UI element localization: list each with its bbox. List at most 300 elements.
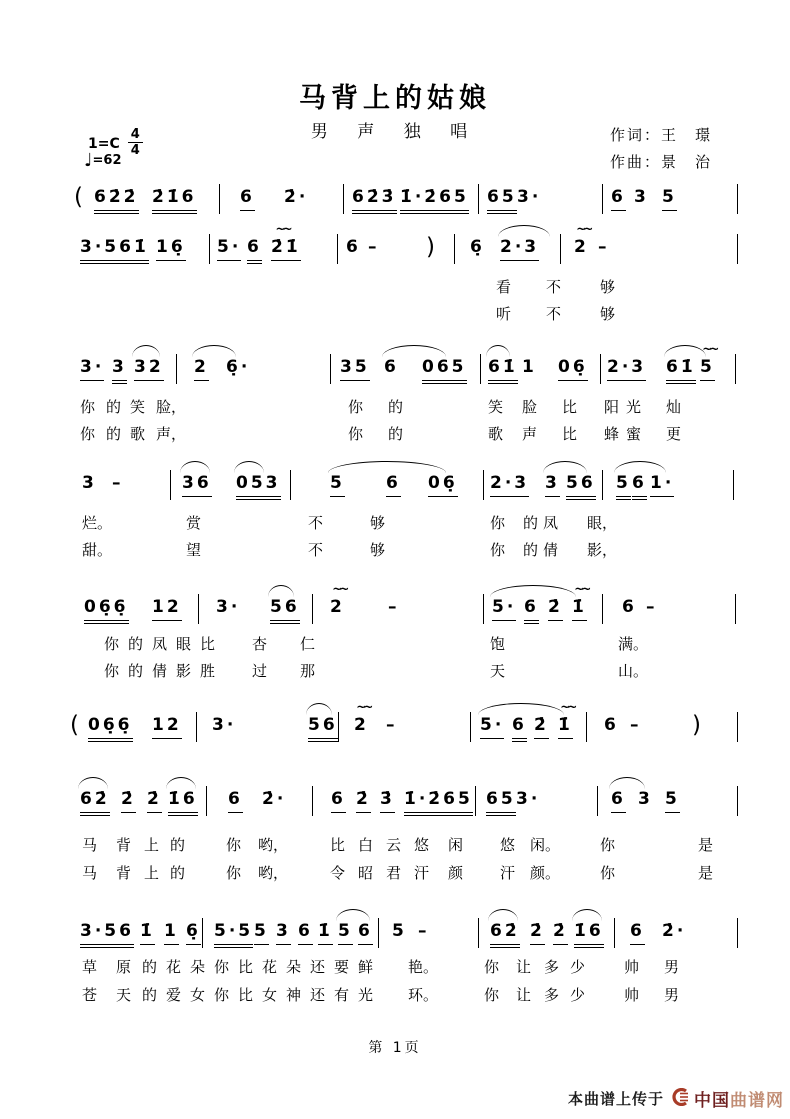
lyric-syllable: 望 <box>186 541 202 559</box>
lyric-syllable: 蜜 <box>626 425 642 443</box>
note-token: 3 <box>638 789 653 809</box>
note-token: 32 <box>134 358 164 381</box>
lyric-syllable: 背 <box>116 864 132 882</box>
phrase-paren: ) <box>692 712 701 738</box>
lyric-syllable: 够 <box>370 541 386 559</box>
barline <box>206 786 207 816</box>
note-token: 2·3 <box>607 358 646 381</box>
lyric-syllable: 光 <box>358 986 374 1004</box>
lyric-syllable: 你 <box>214 958 230 976</box>
lyric-syllable: 光 <box>626 398 642 416</box>
note-token: 6 <box>630 922 645 945</box>
note-token: 6 <box>611 790 626 813</box>
note-token: 3 <box>112 358 127 384</box>
lyric-syllable: 颜 <box>448 864 464 882</box>
lyric-syllable: 不 <box>308 514 324 532</box>
barline <box>737 184 738 214</box>
note-token: 6 <box>386 474 401 497</box>
barline <box>586 712 587 742</box>
lyric-syllable: 脸， <box>156 398 187 416</box>
lyric-syllable: 山。 <box>618 662 649 680</box>
note-token: – <box>418 921 427 941</box>
note-token: 5 <box>665 790 680 813</box>
lyric-syllable: 还 <box>310 958 326 976</box>
barline <box>196 712 197 742</box>
lyric-syllable: 歌 <box>488 425 504 443</box>
note-token: 2̇1̇ ~~ <box>271 238 301 261</box>
note-token: 1̇·2̇65 <box>404 790 473 816</box>
note-token: 06̣6̣ <box>88 716 133 742</box>
note-token: 3·56 <box>80 922 134 948</box>
barline <box>733 470 734 500</box>
lyric-syllable: 眼， <box>587 514 618 532</box>
lyric-syllable: 仁 <box>300 635 316 653</box>
note-token: 6 <box>240 188 255 211</box>
lyric-syllable: 眼 <box>176 635 192 653</box>
note-token: 06̣ <box>428 474 458 497</box>
song-subtitle: 男 声 独 唱 <box>310 122 480 142</box>
lyric-syllable: 环。 <box>408 986 439 1004</box>
composer-credit: 作曲：景 治 <box>609 153 712 171</box>
lyric-syllable: 你 <box>600 836 616 854</box>
lyric-syllable: 帅 <box>624 958 640 976</box>
note-token: 6 <box>622 597 637 617</box>
slur-arc <box>306 703 332 715</box>
note-token: 5 <box>616 474 631 500</box>
note-token: 2̇· <box>262 789 287 809</box>
barline <box>176 354 177 384</box>
lyric-syllable: 影 <box>176 662 192 680</box>
slur-arc <box>382 345 446 357</box>
lyric-syllable: 凤 <box>152 635 168 653</box>
key-label: 1=C <box>88 136 120 152</box>
note-token: 2 ~~ <box>354 716 369 736</box>
barline <box>600 354 601 384</box>
note-token: 61̇ <box>666 358 696 384</box>
lyric-syllable: 声 <box>522 425 538 443</box>
note-token: 6 <box>358 922 373 945</box>
barline <box>597 786 598 816</box>
lyric-syllable: 听 <box>496 305 512 323</box>
lyric-syllable: 的 <box>523 514 539 532</box>
lyric-syllable: 云 <box>386 836 402 854</box>
lyric-syllable: 看 <box>496 278 512 296</box>
barline <box>470 712 471 742</box>
trill-ornament-icon <box>574 583 588 597</box>
note-token: 56 <box>308 716 338 742</box>
note-token: 6 <box>228 790 243 813</box>
note-token: 6 <box>346 237 361 257</box>
note-token: 65 <box>487 188 517 214</box>
trill-ornament-icon <box>576 223 590 237</box>
lyric-syllable: 不 <box>308 541 324 559</box>
note-token: 6̣ <box>470 237 485 257</box>
barline <box>209 234 210 264</box>
lyric-syllable: 悠 <box>500 836 516 854</box>
slur-arc <box>614 461 666 473</box>
lyric-syllable: 原 <box>116 958 132 976</box>
lyric-syllable: 凤 <box>543 514 559 532</box>
note-token: 1̇ <box>318 922 333 945</box>
barline <box>475 786 476 816</box>
slur-arc <box>488 909 518 921</box>
note-token: 3· <box>80 358 104 381</box>
note-token: 2̇ <box>530 922 545 945</box>
lyric-syllable: 花 <box>262 958 278 976</box>
lyric-syllable: 女 <box>190 986 206 1004</box>
note-token: 1 <box>522 357 537 377</box>
lyric-syllable: 男 <box>664 958 680 976</box>
barline <box>478 184 479 214</box>
barline <box>312 786 313 816</box>
note-token: 6 <box>611 188 626 211</box>
lyric-syllable: 影， <box>587 541 618 559</box>
barline <box>602 184 603 214</box>
note-token: 5 <box>662 188 677 211</box>
note-token: 2̇ <box>553 922 568 945</box>
note-token: – <box>112 473 121 493</box>
lyric-syllable: 更 <box>666 425 682 443</box>
lyric-syllable: 蜂 <box>604 425 620 443</box>
note-token: 2̇ <box>534 716 549 739</box>
note-token: – <box>388 597 397 617</box>
lyric-syllable: 马 <box>82 836 98 854</box>
lyric-syllable: 少 <box>570 986 586 1004</box>
barline <box>478 918 479 948</box>
lyricist-credit: 作词：王 璟 <box>609 126 712 144</box>
lyric-syllable: 你 <box>214 986 230 1004</box>
note-token: 62̇ <box>490 922 520 948</box>
lyric-syllable: 多 <box>544 958 560 976</box>
note-token: – <box>386 715 395 735</box>
note-token: 6 <box>512 716 527 742</box>
lyric-syllable: 比 <box>330 836 346 854</box>
note-token: – <box>368 237 377 257</box>
barline <box>219 184 220 214</box>
note-token: 3 <box>276 922 291 945</box>
lyric-syllable: 够 <box>600 305 616 323</box>
trill-ornament-icon <box>560 701 574 715</box>
slur-arc <box>336 909 370 921</box>
lyric-syllable: 上 <box>144 836 160 854</box>
barline <box>338 712 339 742</box>
barline <box>737 712 738 742</box>
watermark-prefix: 本曲谱上传于 <box>567 1090 664 1108</box>
lyric-syllable: 你 <box>80 425 96 443</box>
lyric-syllable: 的 <box>388 425 404 443</box>
lyric-syllable: 赏 <box>186 514 202 532</box>
note-token: 6 <box>384 358 399 378</box>
lyric-syllable: 颜。 <box>530 864 561 882</box>
watermark-site-name-light: 曲谱网 <box>730 1091 784 1111</box>
note-token: 1· <box>650 474 674 497</box>
note-token: 61̇ <box>488 358 518 384</box>
note-token: 1̇ ~~ <box>558 716 573 739</box>
page-number: 第 1页 <box>368 1040 422 1056</box>
lyric-syllable: 你 <box>490 514 506 532</box>
lyric-syllable: 汗 <box>500 864 516 882</box>
lyric-syllable: 马 <box>82 864 98 882</box>
lyric-syllable: 是 <box>698 864 714 882</box>
note-token: 56 <box>566 474 596 500</box>
lyric-syllable: 苍 <box>82 986 98 1004</box>
note-token: 1̇·2̇65 <box>400 188 469 214</box>
slur-arc <box>498 225 550 237</box>
note-token: 5 ~~ <box>700 358 715 381</box>
lyric-syllable: 艳。 <box>408 958 439 976</box>
slur-arc <box>180 461 210 473</box>
note-token: 36 <box>182 474 212 497</box>
lyric-syllable: 杏 <box>252 635 268 653</box>
lyric-syllable: 比 <box>562 398 578 416</box>
phrase-paren: ) <box>426 234 435 260</box>
note-token: 1̇ <box>140 922 155 945</box>
barline <box>737 234 738 264</box>
note-token: 2̇· <box>284 187 309 207</box>
lyric-syllable: 的 <box>170 864 186 882</box>
barline <box>483 594 484 624</box>
note-token: 2·3 <box>490 474 529 497</box>
lyric-syllable: 天 <box>490 662 506 680</box>
lyric-syllable: 倩 <box>543 541 559 559</box>
lyric-syllable: 鲜 <box>358 958 374 976</box>
lyric-syllable: 多 <box>544 986 560 1004</box>
lyric-syllable: 脸 <box>522 398 538 416</box>
lyric-syllable: 悠 <box>414 836 430 854</box>
note-token: 6 <box>247 238 262 264</box>
note-token: – <box>630 715 639 735</box>
lyric-syllable: 倩 <box>152 662 168 680</box>
lyric-syllable: 胜 <box>200 662 216 680</box>
slur-arc <box>328 461 446 473</box>
slur-arc <box>609 777 645 789</box>
slur-arc <box>268 585 294 597</box>
note-token: 3·561̇ <box>80 238 149 264</box>
lyric-syllable: 烂。 <box>82 514 113 532</box>
lyric-syllable: 令 <box>330 864 346 882</box>
lyric-syllable: 饱 <box>490 635 506 653</box>
qupu-site-logo-icon <box>671 1088 691 1110</box>
slur-arc <box>572 909 602 921</box>
lyric-syllable: 草 <box>82 958 98 976</box>
lyric-syllable: 你 <box>484 958 500 976</box>
barline <box>737 786 738 816</box>
barline <box>202 918 203 948</box>
lyric-syllable: 的 <box>142 986 158 1004</box>
note-token: 1̇ ~~ <box>572 598 587 621</box>
lyric-syllable: 那 <box>300 662 316 680</box>
note-token: 6̣ <box>186 922 201 945</box>
lyric-syllable: 女 <box>262 986 278 1004</box>
note-token: 6 <box>604 715 619 735</box>
lyric-syllable: 歌 <box>130 425 146 443</box>
lyric-syllable: 你 <box>104 635 120 653</box>
lyric-syllable: 比 <box>562 425 578 443</box>
note-token: 5 <box>254 922 269 945</box>
note-token: 3 <box>545 474 560 497</box>
lyric-syllable: 比 <box>238 958 254 976</box>
lyric-syllable: 声， <box>156 425 187 443</box>
lyric-syllable: 爱 <box>166 986 182 1004</box>
note-token: 053 <box>236 474 281 500</box>
lyric-syllable: 男 <box>664 986 680 1004</box>
lyric-syllable: 花 <box>166 958 182 976</box>
note-token: 065 <box>422 358 467 384</box>
note-token: 2̇ <box>356 790 371 813</box>
barline <box>378 918 379 948</box>
phrase-paren: ( <box>70 712 79 738</box>
note-token: 1̇6 <box>574 922 604 948</box>
lyric-syllable: 朵 <box>190 958 206 976</box>
note-token: 06̣6̣ <box>84 598 129 624</box>
note-token: 6 <box>632 474 647 500</box>
tempo-value: =62 <box>92 153 122 168</box>
lyric-syllable: 哟， <box>258 864 289 882</box>
barline <box>614 918 615 948</box>
slur-arc <box>192 345 236 357</box>
note-token: 5 <box>330 474 345 497</box>
note-token: 6̣· <box>226 357 251 377</box>
barline <box>560 234 561 264</box>
lyric-syllable: 你 <box>484 986 500 1004</box>
lyric-syllable: 上 <box>144 864 160 882</box>
watermark <box>568 1086 784 1111</box>
note-token: 5·5 <box>214 922 253 948</box>
barline <box>330 354 331 384</box>
note-token: 12 <box>152 598 182 621</box>
barline <box>290 470 291 500</box>
slur-arc <box>234 461 264 473</box>
lyric-syllable: 笑 <box>130 398 146 416</box>
note-token: 62̇3̇ <box>352 188 397 214</box>
lyric-syllable: 让 <box>516 986 532 1004</box>
note-token: 2̇ <box>147 790 162 813</box>
slur-arc <box>78 777 108 789</box>
note-token: 06̣ <box>558 358 588 381</box>
barline <box>735 354 736 384</box>
lyric-syllable: 还 <box>310 986 326 1004</box>
note-token: 5· <box>492 598 516 621</box>
barline <box>312 594 313 624</box>
lyric-syllable: 背 <box>116 836 132 854</box>
song-title: 马背上的姑娘 <box>299 83 491 114</box>
note-token: – <box>598 237 607 257</box>
time-signature-lower: 4 <box>130 143 140 158</box>
barline <box>602 594 603 624</box>
lyric-syllable: 朵 <box>286 958 302 976</box>
barline <box>198 594 199 624</box>
lyric-syllable: 神 <box>286 986 302 1004</box>
lyric-syllable: 比 <box>200 635 216 653</box>
barline <box>483 470 484 500</box>
slur-arc <box>478 703 564 715</box>
lyric-syllable: 甜。 <box>82 541 113 559</box>
lyric-syllable: 灿 <box>666 398 682 416</box>
slur-arc <box>132 345 160 357</box>
note-token: 3 <box>82 473 97 493</box>
lyric-syllable: 你 <box>104 662 120 680</box>
trill-ornament-icon <box>356 701 370 715</box>
barline <box>454 234 455 264</box>
lyric-syllable: 不 <box>546 278 562 296</box>
lyric-syllable: 闲。 <box>530 836 561 854</box>
lyric-syllable: 够 <box>370 514 386 532</box>
note-token: 6 <box>524 598 539 624</box>
lyric-syllable: 的 <box>106 398 122 416</box>
barline <box>170 470 171 500</box>
lyric-syllable: 昭 <box>358 864 374 882</box>
lyric-syllable: 笑 <box>488 398 504 416</box>
note-token: 1̇6 <box>168 790 198 816</box>
note-token: 65 <box>486 790 516 816</box>
lyric-syllable: 汗 <box>414 864 430 882</box>
note-token: 2 <box>194 358 209 381</box>
slur-arc <box>490 585 576 597</box>
barline <box>602 470 603 500</box>
lyric-syllable: 让 <box>516 958 532 976</box>
note-token: 2 ~~ <box>574 238 589 258</box>
note-token: 12 <box>152 716 182 739</box>
note-token: 16̣ <box>156 238 186 261</box>
lyric-syllable: 天 <box>116 986 132 1004</box>
note-token: 5· <box>217 238 241 261</box>
lyric-syllable: 的 <box>106 425 122 443</box>
lyric-syllable: 你 <box>348 425 364 443</box>
slur-arc <box>486 345 510 357</box>
trill-ornament-icon <box>332 583 346 597</box>
note-token: 2·3 <box>500 238 539 261</box>
watermark-site-name-bold: 中国 <box>694 1091 730 1111</box>
lyric-syllable: 够 <box>600 278 616 296</box>
lyric-syllable: 比 <box>238 986 254 1004</box>
note-token: 3· <box>212 715 237 735</box>
lyric-syllable: 不 <box>546 305 562 323</box>
note-token: – <box>646 597 655 617</box>
note-token: 2 ~~ <box>330 598 345 618</box>
note-token: 3· <box>216 597 241 617</box>
barline <box>480 354 481 384</box>
barline <box>337 234 338 264</box>
note-token: 3̇ <box>380 790 395 813</box>
lyric-syllable: 有 <box>334 986 350 1004</box>
lyric-syllable: 的 <box>142 958 158 976</box>
note-token: 35 <box>340 358 370 381</box>
lyric-syllable: 你 <box>226 864 242 882</box>
note-token: 6 <box>331 790 346 813</box>
lyric-syllable: 的 <box>128 635 144 653</box>
note-token: 62̇2̇ <box>94 188 139 214</box>
note-token: 1 <box>164 922 179 945</box>
note-token: 62̇ <box>80 790 110 816</box>
slur-arc <box>543 461 587 473</box>
lyric-syllable: 闲 <box>448 836 464 854</box>
lyric-syllable: 的 <box>170 836 186 854</box>
time-signature-upper: 4 <box>128 128 143 143</box>
note-token: 2̇ <box>121 790 136 813</box>
lyric-syllable: 的 <box>128 662 144 680</box>
lyric-syllable: 你 <box>348 398 364 416</box>
lyric-syllable: 帅 <box>624 986 640 1004</box>
lyric-syllable: 你 <box>600 864 616 882</box>
lyric-syllable: 哟， <box>258 836 289 854</box>
note-token: 56 <box>270 598 300 624</box>
lyric-syllable: 过 <box>252 662 268 680</box>
lyric-syllable: 你 <box>226 836 242 854</box>
lyric-syllable: 白 <box>358 836 374 854</box>
note-token: 2̇· <box>662 921 687 941</box>
note-token: 5 <box>392 921 407 941</box>
note-token: 5 <box>338 922 353 945</box>
